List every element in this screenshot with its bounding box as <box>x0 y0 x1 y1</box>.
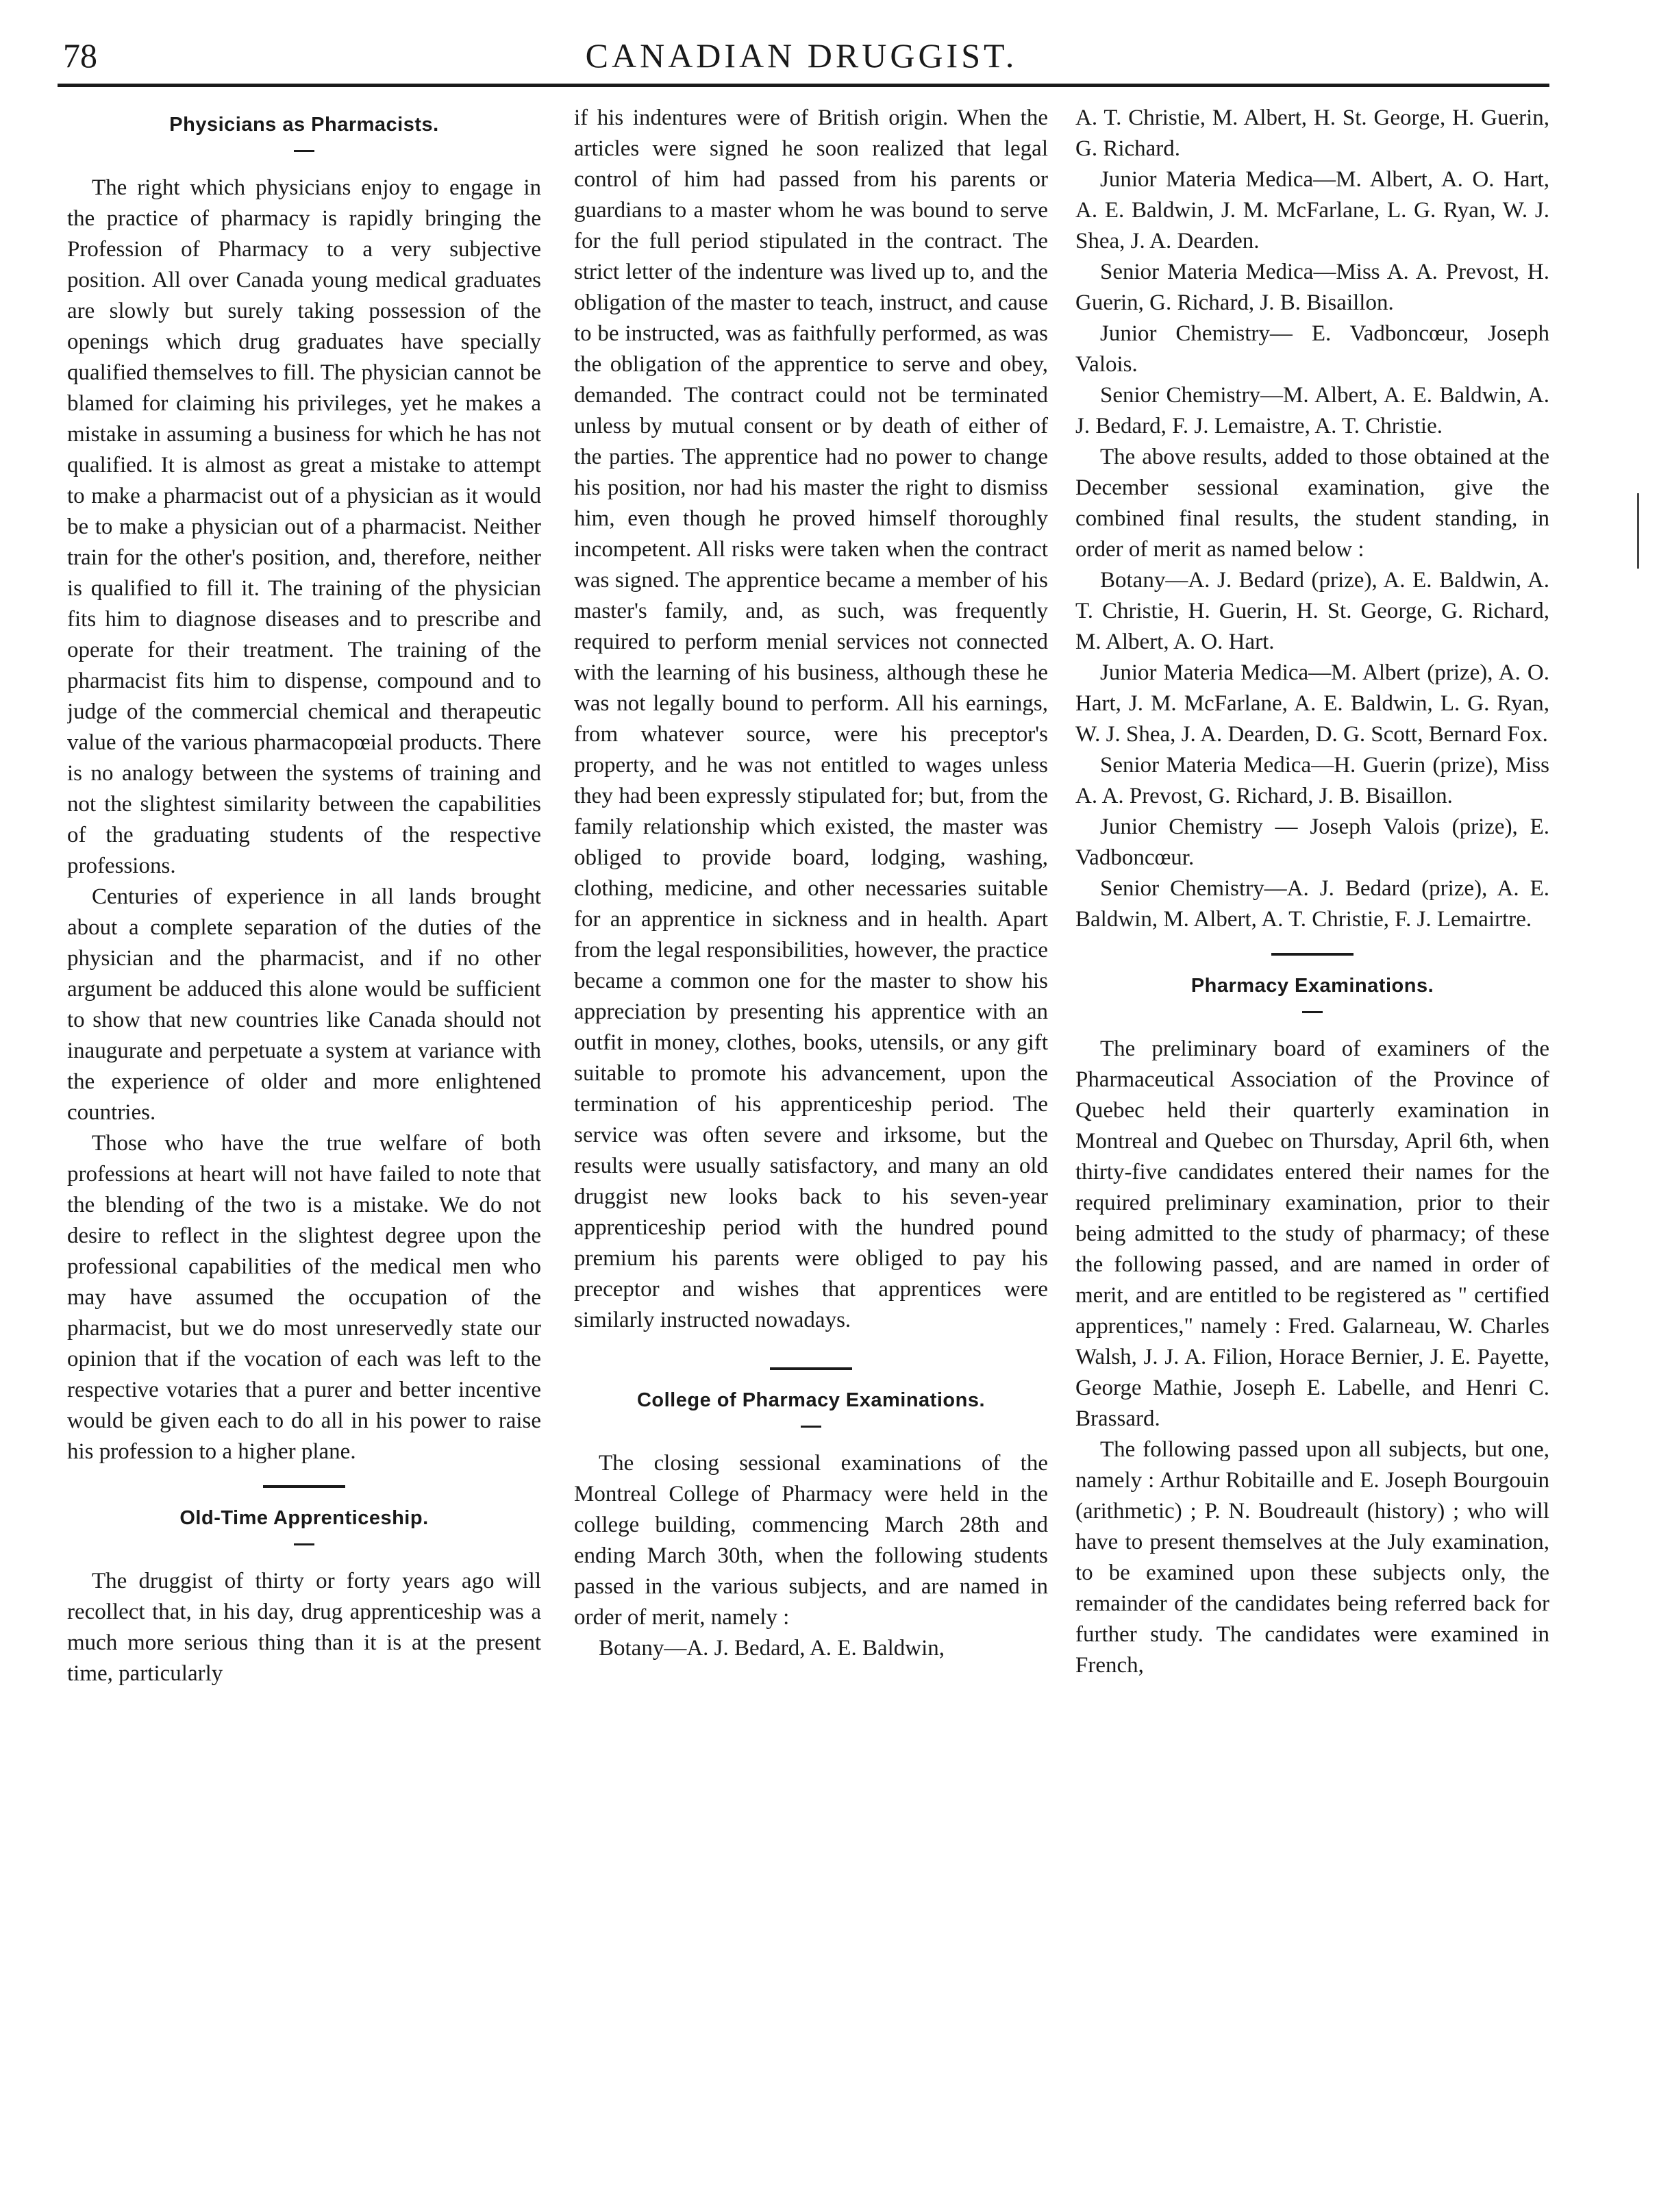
paragraph: Junior Materia Medica—M. Albert (prize), A. O. Hart, J. M. McFarlane, A. E. Baldwin, L. G. Ryan, W. J. Shea, J. A. Dearden, D. G. Scott, Bernard Fox. <box>1075 660 1549 747</box>
paragraph: Centuries of experience in all lands brought about a complete separation of the duties of the physician and the pharmacist, and if no other argument be adduced this alone would be sufficient to show that new countries like Canada should not inaugurate and perpetuate a system at variance with the experience of older and more enlightened countries. <box>67 884 541 1125</box>
heading-dash <box>801 1426 821 1428</box>
column-2 <box>574 103 1048 2192</box>
paragraph: Senior Chemistry—A. J. Bedard (prize), A. E. Baldwin, M. Albert, A. T. Christie, F. J. Lemairtre. <box>1075 876 1549 932</box>
paragraph: The druggist of thirty or forty years ago will recollect that, in his day, drug apprenticeship was a much more serious thing than it is at the present time, particularly <box>67 1569 541 1686</box>
paragraph: Junior Chemistry— E. Vadboncœur, Joseph Valois. <box>1075 321 1549 377</box>
heading-old-time-apprenticeship: Old-Time Apprenticeship. <box>179 1507 429 1529</box>
paragraph: Botany—A. J. Bedard (prize), A. E. Baldwin, A. T. Christie, H. Guerin, H. St. George, G. Richard, M. Albert, A. O. Hart. <box>1075 568 1549 654</box>
paragraph: Senior Materia Medica—Miss A. A. Prevost, H. Guerin, G. Richard, J. B. Bisaillon. <box>1075 260 1549 315</box>
paragraph: Junior Materia Medica—M. Albert, A. O. Hart, A. E. Baldwin, J. M. McFarlane, L. G. Ryan, W. J. Shea, J. A. Dearden. <box>1075 167 1549 253</box>
heading-dash <box>294 1543 314 1545</box>
paragraph: The above results, added to those obtained at the December sessional examination, give the combined final results, the student standing, in order of merit as named below : <box>1075 445 1549 562</box>
paragraph: Senior Chemistry—M. Albert, A. E. Baldwin, A. J. Bedard, F. J. Lemaistre, A. T. Christie. <box>1075 383 1549 438</box>
paragraph: Junior Chemistry — Joseph Valois (prize), E. Vadboncœur. <box>1075 815 1549 870</box>
paragraph: A. T. Christie, M. Albert, H. St. George, H. Guerin, G. Richard. <box>1075 105 1549 161</box>
heading-dash <box>1302 1011 1323 1013</box>
column-1 <box>67 103 541 2192</box>
section-divider <box>263 1485 345 1488</box>
spacer <box>574 1336 1048 1350</box>
paragraph: Senior Materia Medica—H. Guerin (prize), Miss A. A. Prevost, G. Richard, J. B. Bisaillon. <box>1075 753 1549 808</box>
heading-college-of-pharmacy-examinations: College of Pharmacy Examinations. <box>636 1389 986 1411</box>
paragraph: Those who have the true welfare of both professions at heart will not have failed to note that the blending of the two is a mistake. We do not desire to reflect in the slightest degree upon the professional capabilities of the medical men who may have assumed the occupation of the pharmacist, but we do most unreservedly state our opinion that if the vocation of each was left to the respective votaries that a purer and better incentive would be given each to do all in his power to raise his profession to a higher plane. <box>67 1131 541 1464</box>
paragraph: Botany—A. J. Bedard, A. E. Baldwin, <box>599 1636 945 1661</box>
page-header <box>55 30 1548 85</box>
margin-mark <box>1637 493 1639 569</box>
page-number: 78 <box>63 36 97 75</box>
paragraph: The preliminary board of examiners of the Pharmaceutical Association of the Province of Quebec held their quarterly examination in Montreal and Quebec on Thursday, April 6th, when thirty-five candidates entered their names for the required preliminary examination, prior to their being admitted to the study of pharmacy; of these the following passed, and are named in order of merit, and are entitled to be registered as " certified apprentices," namely : Fred. Galarneau, W. Charles Walsh, J. J. A. Filion, Horace Bernier, J. E. Payette, George Mathie, Joseph E. Labelle, and Henri C. Brassard. <box>1075 1036 1549 1431</box>
running-title: CANADIAN DRUGGIST. <box>585 36 1018 75</box>
paragraph: The following passed upon all subjects, but one, namely : Arthur Robitaille and E. Joseph Bourgouin (arithmetic) ; P. N. Boudreault (history) ; who will have to present themselves at the July examination, to be examined upon these subjects only, the remainder of the candidates being referred back for further study. The candidates were examined in French, <box>1075 1437 1549 1678</box>
column-3 <box>1075 103 1549 2192</box>
section-divider <box>770 1367 852 1370</box>
paragraph: The right which physicians enjoy to engage in the practice of pharmacy is rapidly bringing the Profession of Pharmacy to a very subjective position. All over Canada young medical graduates are slowly but surely taking possession of the openings which drug graduates have specially qualified themselves to fill. The physician cannot be blamed for claiming his privileges, yet he makes a mistake in assuming a business for which he has not qualified. It is almost as great a mistake to attempt to make a pharmacist out of a physician as it would be to make a physician out of a pharmacist. Neither train for the other's position, and, therefore, neither is qualified to fill it. The training of the physician fits him to diagnose diseases and to prescribe and operate for their treatment. The training of the pharmacist fits him to dispense, compound and to judge of the commercial chemical and therapeutic value of the various pharmacopœial products. There is no analogy between the systems of training and not the slightest similarity between the capabilities of the graduating students of the respective professions. <box>67 175 541 878</box>
paragraph: The closing sessional examinations of the Montreal College of Pharmacy were held in the college building, commencing March 28th and ending March 30th, when the following students passed in the various subjects, and are named in order of merit, namely : <box>574 1451 1048 1630</box>
header-rule <box>58 84 1549 87</box>
section-divider <box>1271 953 1354 956</box>
heading-dash <box>294 150 314 152</box>
heading-pharmacy-examinations: Pharmacy Examinations. <box>1190 975 1434 997</box>
paragraph: if his indentures were of British origin. When the articles were signed he soon realized that legal control of him had passed from his parents or guardians to a master whom he was bound to serve for the full period stipulated in the contract. The strict letter of the indenture was lived up to, and the obligation of the master to teach, instruct, and cause to be instructed, was as faithfully performed, as was the obligation of the apprentice to serve and obey, demanded. The contract could not be terminated unless by mutual consent or by death of either of the parties. The apprentice had no power to change his position, nor had his master the right to dismiss him, even though he proved himself thoroughly incompetent. All risks were taken when the contract was signed. The apprentice became a member of his master's family, and, as such, was frequently required to perform menial services not connected with the learning of his business, although these he was not legally bound to perform. All his earnings, from whatever source, were his preceptor's property, and he was not entitled to wages unless they had been expressly stipulated for; but, from the family relationship which existed, the master was obliged to provide board, lodging, washing, clothing, medicine, and other necessaries suitable for an apprentice in sickness and in health. Apart from the legal responsibilities, however, the practice became a common one for the master to show his appreciation by presenting his apprentice with an outfit in money, clothes, books, utensils, or any gift suitable to promote his advancement, upon the termination of his apprenticeship period. The service was often severe and irksome, but the results were usually satisfactory, and many an old druggist new looks back to his seven-year apprenticeship period with the hundred pound premium his parents were obliged to pay his preceptor and wishes that apprentices were similarly instructed nowadays. <box>574 105 1048 1332</box>
heading-physicians-as-pharmacists: Physicians as Pharmacists. <box>169 114 439 136</box>
